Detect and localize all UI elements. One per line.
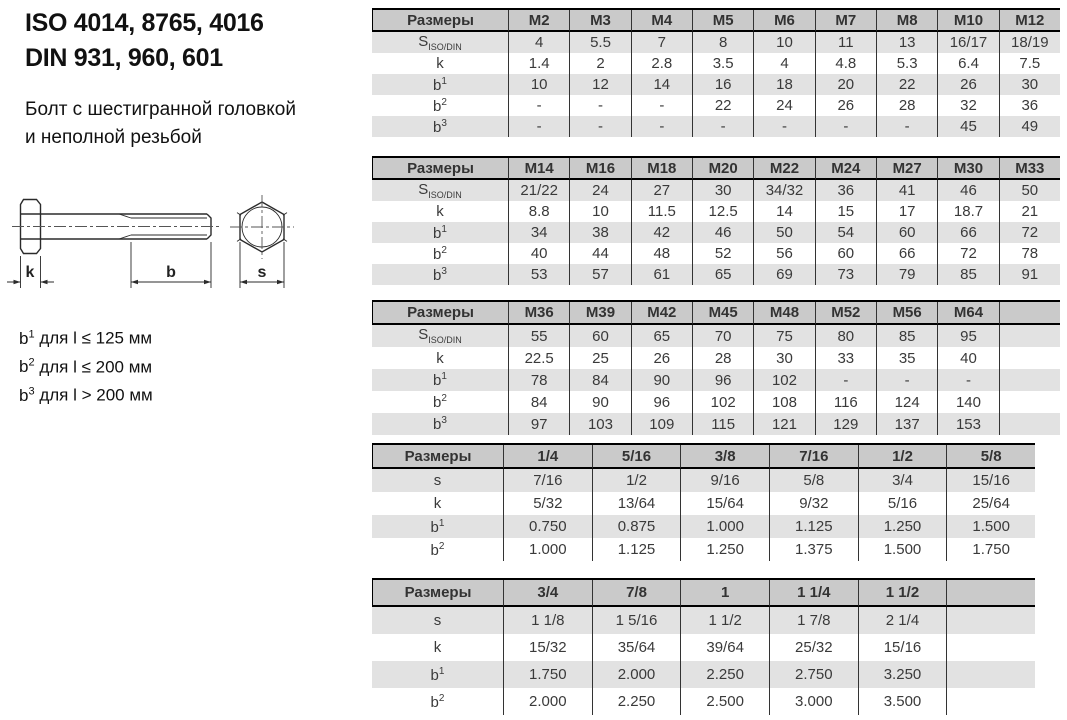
table-cell bbox=[999, 347, 1060, 369]
table-cell: 12 bbox=[569, 74, 630, 95]
column-header: M48 bbox=[753, 302, 814, 325]
table-cell: 72 bbox=[999, 222, 1060, 243]
note-line: $b^2$ для l ≤ 200 мм bbox=[19, 356, 153, 377]
row-label: k bbox=[436, 203, 444, 220]
corner-header: Размеры bbox=[372, 158, 508, 180]
column-header: M2 bbox=[508, 10, 569, 32]
table-cell: 1.750 bbox=[946, 538, 1035, 561]
table-cell: 61 bbox=[631, 264, 692, 285]
table-cell: 22 bbox=[692, 95, 753, 116]
table-cell: 41 bbox=[876, 180, 937, 201]
table-cell: 84 bbox=[569, 369, 630, 391]
table-cell: 5/16 bbox=[858, 492, 947, 515]
subtitle-line-2: и неполной резьбой bbox=[25, 126, 202, 148]
row-label: $b^1$ bbox=[372, 515, 503, 538]
row-label: $b^2$ bbox=[430, 692, 445, 711]
row-label: $b^2$ bbox=[430, 540, 445, 559]
column-header bbox=[999, 302, 1060, 325]
column-header: M12 bbox=[999, 10, 1060, 32]
column-header: 7/16 bbox=[769, 445, 858, 469]
table-cell: 55 bbox=[508, 325, 569, 347]
table-cell: 52 bbox=[692, 243, 753, 264]
table-cell: 2.500 bbox=[680, 688, 769, 715]
table-cell: 1.750 bbox=[503, 661, 592, 688]
size-table-2 bbox=[372, 156, 1060, 285]
title-din: DIN 931, 960, 601 bbox=[25, 44, 223, 72]
table-cell: 14 bbox=[753, 201, 814, 222]
table-cell: 108 bbox=[753, 391, 814, 413]
column-header: 5/8 bbox=[946, 445, 1035, 469]
table-cell: - bbox=[508, 116, 569, 137]
table-cell: 153 bbox=[937, 413, 998, 435]
table-cell: 3.000 bbox=[769, 688, 858, 715]
table-cell: 1.250 bbox=[680, 538, 769, 561]
corner-header: Размеры bbox=[372, 10, 508, 32]
table-cell: 44 bbox=[569, 243, 630, 264]
table-cell: 49 bbox=[999, 116, 1060, 137]
table-cell: - bbox=[569, 95, 630, 116]
table-cell: 26 bbox=[937, 74, 998, 95]
column-header: M3 bbox=[569, 10, 630, 32]
table-cell: 5/8 bbox=[769, 469, 858, 492]
row-label: $b^2$ bbox=[433, 393, 447, 411]
table-cell: 10 bbox=[569, 201, 630, 222]
corner-header: Размеры bbox=[372, 580, 503, 607]
column-header: M6 bbox=[753, 10, 814, 32]
table-cell: 7/16 bbox=[503, 469, 592, 492]
table-cell: - bbox=[569, 116, 630, 137]
column-header: 3/4 bbox=[503, 580, 592, 607]
table-cell: 137 bbox=[876, 413, 937, 435]
row-label: s bbox=[372, 607, 503, 634]
table-cell: 27 bbox=[631, 180, 692, 201]
table-cell: 96 bbox=[631, 391, 692, 413]
table-cell: 15 bbox=[815, 201, 876, 222]
column-header: 3/8 bbox=[680, 445, 769, 469]
table-cell: 115 bbox=[692, 413, 753, 435]
table-cell: 60 bbox=[569, 325, 630, 347]
table-cell: 129 bbox=[815, 413, 876, 435]
corner-header: Размеры bbox=[372, 302, 508, 325]
table-cell bbox=[999, 391, 1060, 413]
dim-label-s: s bbox=[257, 264, 267, 281]
table-cell: 33 bbox=[815, 347, 876, 369]
corner-header: Размеры bbox=[372, 445, 503, 469]
column-header: M10 bbox=[937, 10, 998, 32]
table-cell: 73 bbox=[815, 264, 876, 285]
column-header: M30 bbox=[937, 158, 998, 180]
table-cell: 18/19 bbox=[999, 32, 1060, 53]
table-cell: - bbox=[876, 116, 937, 137]
table-cell: - bbox=[692, 116, 753, 137]
column-header: 1/4 bbox=[503, 445, 592, 469]
table-cell: 7.5 bbox=[999, 53, 1060, 74]
table-cell: 30 bbox=[692, 180, 753, 201]
table-cell: 50 bbox=[999, 180, 1060, 201]
table-cell: 2.000 bbox=[592, 661, 681, 688]
row-label: $b^1$ bbox=[372, 74, 508, 95]
table-cell bbox=[946, 607, 1035, 634]
table-cell: 28 bbox=[692, 347, 753, 369]
column-header: M27 bbox=[876, 158, 937, 180]
column-header: 1/2 bbox=[858, 445, 947, 469]
column-header: M22 bbox=[753, 158, 814, 180]
table-cell: 16 bbox=[692, 74, 753, 95]
size-table-4 bbox=[372, 443, 1035, 561]
table-cell: 3/4 bbox=[858, 469, 947, 492]
table-cell: 4.8 bbox=[815, 53, 876, 74]
row-label: k bbox=[433, 639, 442, 656]
table-cell: 32 bbox=[937, 95, 998, 116]
column-header: M7 bbox=[815, 10, 876, 32]
row-label: s bbox=[372, 469, 503, 492]
table-cell: 11 bbox=[815, 32, 876, 53]
table-cell: 79 bbox=[876, 264, 937, 285]
column-header: M5 bbox=[692, 10, 753, 32]
table-cell: 26 bbox=[631, 347, 692, 369]
table-cell: - bbox=[876, 369, 937, 391]
table-cell: 1.4 bbox=[508, 53, 569, 74]
table-cell: 1 1/2 bbox=[680, 607, 769, 634]
table-cell: 48 bbox=[631, 243, 692, 264]
table-cell: 15/16 bbox=[858, 634, 947, 661]
table-cell: 2.250 bbox=[680, 661, 769, 688]
table-cell: 10 bbox=[508, 74, 569, 95]
table-cell: 2.000 bbox=[503, 688, 592, 715]
note-line: $b^3$ для l > 200 мм bbox=[19, 385, 153, 405]
table-cell: 45 bbox=[937, 116, 998, 137]
table-cell: 17 bbox=[876, 201, 937, 222]
table-cell: 90 bbox=[569, 391, 630, 413]
table-cell: 5.3 bbox=[876, 53, 937, 74]
table-cell: 53 bbox=[508, 264, 569, 285]
table-cell: 39/64 bbox=[680, 634, 769, 661]
row-label: $S_{ISO/DIN}$ bbox=[372, 325, 508, 347]
page-subtitle bbox=[25, 96, 296, 151]
table-cell: 1.500 bbox=[946, 515, 1035, 538]
table-cell: 3.5 bbox=[692, 53, 753, 74]
table-cell: 14 bbox=[631, 74, 692, 95]
table-cell: 60 bbox=[815, 243, 876, 264]
table-cell: 24 bbox=[753, 95, 814, 116]
table-cell bbox=[946, 634, 1035, 661]
table-cell: 22.5 bbox=[508, 347, 569, 369]
table-cell: 30 bbox=[999, 74, 1060, 95]
table-cell: - bbox=[815, 116, 876, 137]
table-cell: 57 bbox=[569, 264, 630, 285]
column-header: M4 bbox=[631, 10, 692, 32]
table-cell: 24 bbox=[569, 180, 630, 201]
dimension-b bbox=[131, 242, 211, 288]
table-cell: 2 bbox=[569, 53, 630, 74]
dim-label-b: b bbox=[166, 264, 176, 281]
table-cell: 11.5 bbox=[631, 201, 692, 222]
table-cell: 21/22 bbox=[508, 180, 569, 201]
table-cell: 10 bbox=[753, 32, 814, 53]
column-header: M56 bbox=[876, 302, 937, 325]
column-header: M24 bbox=[815, 158, 876, 180]
column-header: 7/8 bbox=[592, 580, 681, 607]
table-cell: 46 bbox=[692, 222, 753, 243]
table-cell: 65 bbox=[631, 325, 692, 347]
row-label: $S_{ISO/DIN}$ bbox=[372, 180, 508, 201]
table-cell: 2 1/4 bbox=[858, 607, 947, 634]
table-cell: 15/16 bbox=[946, 469, 1035, 492]
table-cell: 18.7 bbox=[937, 201, 998, 222]
note-line: $b^1$ для l ≤ 125 мм bbox=[19, 328, 153, 348]
row-label: $b^1$ bbox=[372, 222, 508, 243]
table-cell: 2.8 bbox=[631, 53, 692, 74]
table-cell: 8.8 bbox=[508, 201, 569, 222]
page-title bbox=[25, 6, 264, 76]
column-header: M45 bbox=[692, 302, 753, 325]
table-cell bbox=[946, 661, 1035, 688]
table-cell: 35/64 bbox=[592, 634, 681, 661]
row-label: $b^1$ bbox=[372, 369, 508, 391]
table-cell: 0.750 bbox=[503, 515, 592, 538]
table-cell: 2.250 bbox=[592, 688, 681, 715]
table-cell: 1.125 bbox=[592, 538, 681, 561]
column-header: M42 bbox=[631, 302, 692, 325]
table-cell: 102 bbox=[692, 391, 753, 413]
table-cell: 6.4 bbox=[937, 53, 998, 74]
table-cell: 85 bbox=[876, 325, 937, 347]
table-cell: 102 bbox=[753, 369, 814, 391]
row-label: $b^1$ bbox=[372, 661, 503, 688]
table-cell: 38 bbox=[569, 222, 630, 243]
row-label: $b^2$ bbox=[433, 96, 447, 115]
table-cell: 70 bbox=[692, 325, 753, 347]
column-header: M33 bbox=[999, 158, 1060, 180]
row-label: k bbox=[433, 495, 442, 512]
row-label: $b^3$ bbox=[372, 116, 508, 137]
table-cell: 42 bbox=[631, 222, 692, 243]
table-cell: 1 5/16 bbox=[592, 607, 681, 634]
table-cell: 69 bbox=[753, 264, 814, 285]
bolt-diagram bbox=[0, 185, 320, 315]
table-cell: 78 bbox=[508, 369, 569, 391]
title-iso: ISO 4014, 8765, 4016 bbox=[25, 9, 264, 37]
column-header: 1 bbox=[680, 580, 769, 607]
notes bbox=[19, 322, 153, 408]
table-cell: 97 bbox=[508, 413, 569, 435]
table-cell: - bbox=[631, 95, 692, 116]
table-cell: 95 bbox=[937, 325, 998, 347]
table-cell: 1/2 bbox=[592, 469, 681, 492]
table-cell: 12.5 bbox=[692, 201, 753, 222]
table-cell: 46 bbox=[937, 180, 998, 201]
table-cell: 0.875 bbox=[592, 515, 681, 538]
table-cell: 4 bbox=[753, 53, 814, 74]
table-cell: 54 bbox=[815, 222, 876, 243]
column-header: 5/16 bbox=[592, 445, 681, 469]
table-cell: 34 bbox=[508, 222, 569, 243]
table-cell: 35 bbox=[876, 347, 937, 369]
table-cell: 121 bbox=[753, 413, 814, 435]
table-cell: 1.250 bbox=[858, 515, 947, 538]
table-cell bbox=[999, 369, 1060, 391]
table-cell: 116 bbox=[815, 391, 876, 413]
table-cell: 18 bbox=[753, 74, 814, 95]
table-cell: 40 bbox=[937, 347, 998, 369]
table-cell: 30 bbox=[753, 347, 814, 369]
table-cell: 9/32 bbox=[769, 492, 858, 515]
size-table-3 bbox=[372, 300, 1060, 435]
column-header: M36 bbox=[508, 302, 569, 325]
table-cell: 60 bbox=[876, 222, 937, 243]
table-cell: 96 bbox=[692, 369, 753, 391]
table-cell: 72 bbox=[937, 243, 998, 264]
table-cell: - bbox=[753, 116, 814, 137]
table-cell: 124 bbox=[876, 391, 937, 413]
table-cell: 1.375 bbox=[769, 538, 858, 561]
table-cell: 36 bbox=[999, 95, 1060, 116]
table-cell: 21 bbox=[999, 201, 1060, 222]
table-cell: 91 bbox=[999, 264, 1060, 285]
column-header bbox=[946, 580, 1035, 607]
row-label: $b^2$ bbox=[433, 244, 447, 263]
table-cell: 109 bbox=[631, 413, 692, 435]
size-table-1 bbox=[372, 8, 1060, 137]
table-cell: 25/32 bbox=[769, 634, 858, 661]
table-cell: 50 bbox=[753, 222, 814, 243]
table-cell: 3.250 bbox=[858, 661, 947, 688]
column-header: 1 1/2 bbox=[858, 580, 947, 607]
table-cell: 84 bbox=[508, 391, 569, 413]
table-cell: 36 bbox=[815, 180, 876, 201]
table-cell: 103 bbox=[569, 413, 630, 435]
table-cell: 28 bbox=[876, 95, 937, 116]
dimension-k bbox=[7, 256, 54, 288]
table-cell: 90 bbox=[631, 369, 692, 391]
table-cell bbox=[999, 413, 1060, 435]
table-cell: 26 bbox=[815, 95, 876, 116]
table-cell: 16/17 bbox=[937, 32, 998, 53]
bolt-side-view bbox=[12, 200, 222, 254]
table-cell: 140 bbox=[937, 391, 998, 413]
column-header: M14 bbox=[508, 158, 569, 180]
column-header: M16 bbox=[569, 158, 630, 180]
column-header: M20 bbox=[692, 158, 753, 180]
row-label: $b^3$ bbox=[372, 413, 508, 435]
row-label: $S_{ISO/DIN}$ bbox=[372, 32, 508, 53]
column-header: M18 bbox=[631, 158, 692, 180]
table-cell: 25 bbox=[569, 347, 630, 369]
table-cell: 8 bbox=[692, 32, 753, 53]
table-cell: 25/64 bbox=[946, 492, 1035, 515]
table-cell: 13 bbox=[876, 32, 937, 53]
size-table-5 bbox=[372, 578, 1035, 715]
table-cell: 66 bbox=[937, 222, 998, 243]
table-cell: 4 bbox=[508, 32, 569, 53]
dim-label-k: k bbox=[25, 264, 35, 281]
table-cell: 1.000 bbox=[680, 515, 769, 538]
column-header: M64 bbox=[937, 302, 998, 325]
table-cell: 22 bbox=[876, 74, 937, 95]
table-cell: 15/32 bbox=[503, 634, 592, 661]
table-cell: 5/32 bbox=[503, 492, 592, 515]
table-cell: 3.500 bbox=[858, 688, 947, 715]
table-cell: - bbox=[508, 95, 569, 116]
table-cell: 40 bbox=[508, 243, 569, 264]
column-header: M8 bbox=[876, 10, 937, 32]
table-cell: 1.125 bbox=[769, 515, 858, 538]
table-cell: 7 bbox=[631, 32, 692, 53]
table-cell: 75 bbox=[753, 325, 814, 347]
subtitle-line-1: Болт с шестигранной головкой bbox=[25, 99, 296, 120]
table-cell: 1.500 bbox=[858, 538, 947, 561]
table-cell: 13/64 bbox=[592, 492, 681, 515]
table-cell: 34/32 bbox=[753, 180, 814, 201]
row-label: k bbox=[436, 349, 444, 367]
table-cell: 2.750 bbox=[769, 661, 858, 688]
table-cell: 56 bbox=[753, 243, 814, 264]
table-cell: 80 bbox=[815, 325, 876, 347]
table-cell: - bbox=[815, 369, 876, 391]
table-cell: 66 bbox=[876, 243, 937, 264]
table-cell bbox=[946, 688, 1035, 715]
table-cell: 65 bbox=[692, 264, 753, 285]
table-cell: 15/64 bbox=[680, 492, 769, 515]
table-cell: - bbox=[937, 369, 998, 391]
table-cell: 5.5 bbox=[569, 32, 630, 53]
table-cell bbox=[999, 325, 1060, 347]
table-cell: - bbox=[631, 116, 692, 137]
row-label: k bbox=[436, 55, 444, 72]
table-cell: 20 bbox=[815, 74, 876, 95]
column-header: M39 bbox=[569, 302, 630, 325]
row-label: $b^3$ bbox=[372, 264, 508, 285]
column-header: 1 1/4 bbox=[769, 580, 858, 607]
table-cell: 9/16 bbox=[680, 469, 769, 492]
table-cell: 1 1/8 bbox=[503, 607, 592, 634]
column-header: M52 bbox=[815, 302, 876, 325]
table-cell: 78 bbox=[999, 243, 1060, 264]
table-cell: 1.000 bbox=[503, 538, 592, 561]
table-cell: 1 7/8 bbox=[769, 607, 858, 634]
table-cell: 85 bbox=[937, 264, 998, 285]
